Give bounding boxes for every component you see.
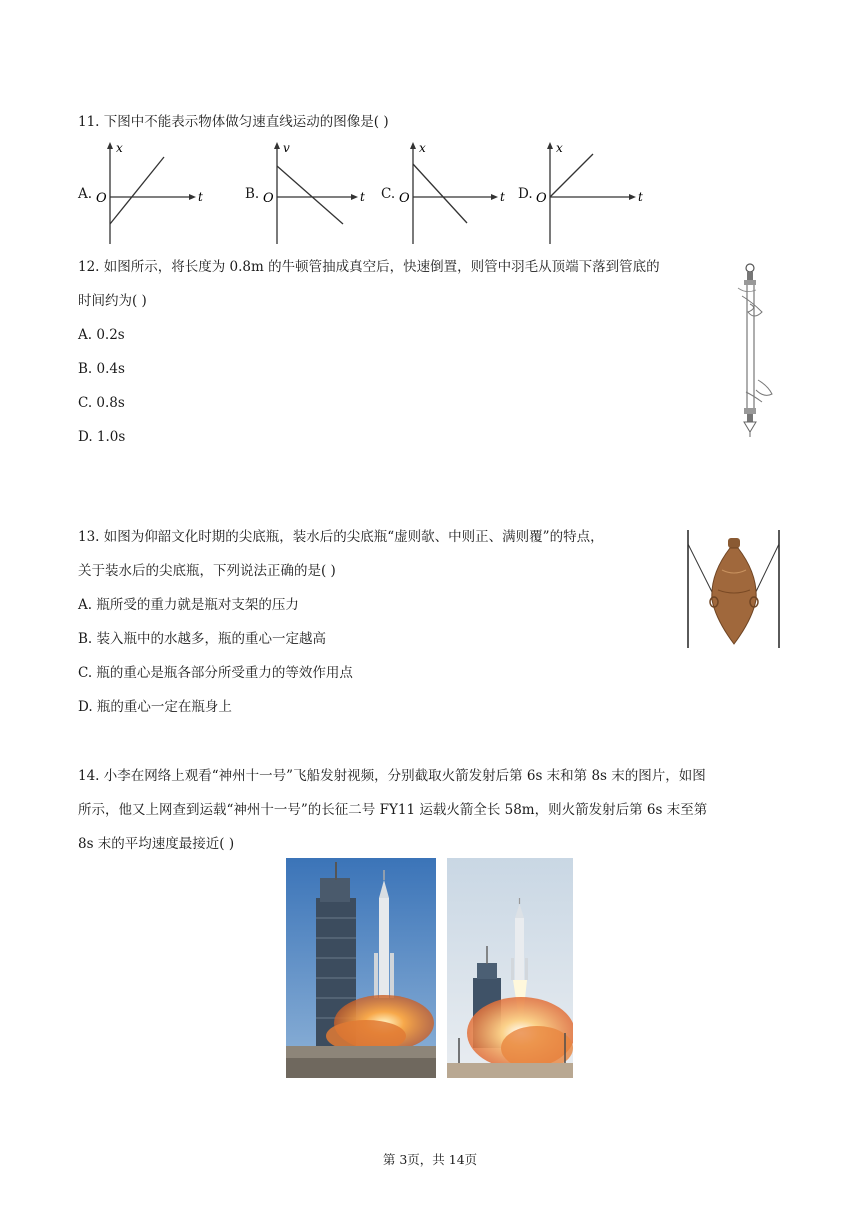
q11-graph-a-origin: O — [96, 191, 107, 206]
q14-stem-line1: 14. 小李在网络上观看“神州十一号”飞船发射视频，分别截取火箭发射后第 6s 末和第 8s 末的图片，如图 — [78, 768, 706, 784]
q11-graph-c — [395, 140, 510, 248]
q12-option-a: A. 0.2s — [78, 327, 125, 343]
q11-graph-a-x-label: t — [198, 190, 203, 204]
q13-option-c: C. 瓶的重心是瓶各部分所受重力的等效作用点 — [78, 665, 353, 681]
q11-graph-d-y-label: x — [556, 141, 563, 155]
q11-graph-d-x-label: t — [638, 190, 643, 204]
q11-graph-a-y-label: x — [116, 141, 123, 155]
q11-graph-c-y-label: x — [419, 141, 426, 155]
q11-graph-c-x-label: t — [500, 190, 505, 204]
q13-option-b: B. 装入瓶中的水越多，瓶的重心一定越高 — [78, 631, 327, 647]
q11-graph-d-origin: O — [536, 191, 547, 206]
q11-graph-d — [532, 140, 647, 248]
q12-stem-line2: 时间约为( ) — [78, 293, 147, 309]
q11-option-c-label: C. — [381, 186, 396, 202]
q14-stem-line2: 所示，他又上网查到运载“神州十一号”的长征二号 FY11 运载火箭全长 58m，则火箭发射后第 6s 末至第 — [78, 802, 708, 818]
newton-tube-illustration — [728, 262, 778, 438]
q11-graph-b-x-label: t — [360, 190, 365, 204]
pointed-bottle-illustration — [686, 530, 782, 650]
q13-stem-line2: 关于装水后的尖底瓶，下列说法正确的是( ) — [78, 563, 336, 579]
q13-option-a: A. 瓶所受的重力就是瓶对支架的压力 — [78, 597, 299, 613]
rocket-launch-photo-6s — [286, 858, 436, 1078]
q12-option-d: D. 1.0s — [78, 429, 126, 445]
q11-graph-c-origin: O — [399, 191, 410, 206]
q11-option-b-label: B. — [245, 186, 260, 202]
q11-graph-b-origin: O — [263, 191, 274, 206]
q11-option-a-label: A. — [78, 186, 93, 202]
q11-option-d-label: D. — [518, 186, 533, 202]
q11-graph-b — [259, 140, 374, 248]
q11-graph-b-y-label: v — [283, 141, 290, 155]
q12-option-c: C. 0.8s — [78, 395, 125, 411]
q13-option-d: D. 瓶的重心一定在瓶身上 — [78, 699, 232, 715]
q13-stem-line1: 13. 如图为仰韶文化时期的尖底瓶，装水后的尖底瓶“虚则欹、中则正、满则覆”的特点， — [78, 529, 604, 545]
q12-stem-line1: 12. 如图所示，将长度为 0.8m 的牛顿管抽成真空后，快速倒置，则管中羽毛从顶端下落到管底的 — [78, 259, 660, 275]
q12-option-b: B. 0.4s — [78, 361, 125, 377]
q14-stem-line3: 8s 末的平均速度最接近( ) — [78, 836, 235, 852]
q11-graph-a — [92, 140, 207, 248]
page-footer: 第 3页，共 14页 — [382, 1152, 478, 1167]
rocket-launch-photo-8s — [447, 858, 573, 1078]
q11-stem: 11. 下图中不能表示物体做匀速直线运动的图像是( ) — [78, 114, 389, 130]
